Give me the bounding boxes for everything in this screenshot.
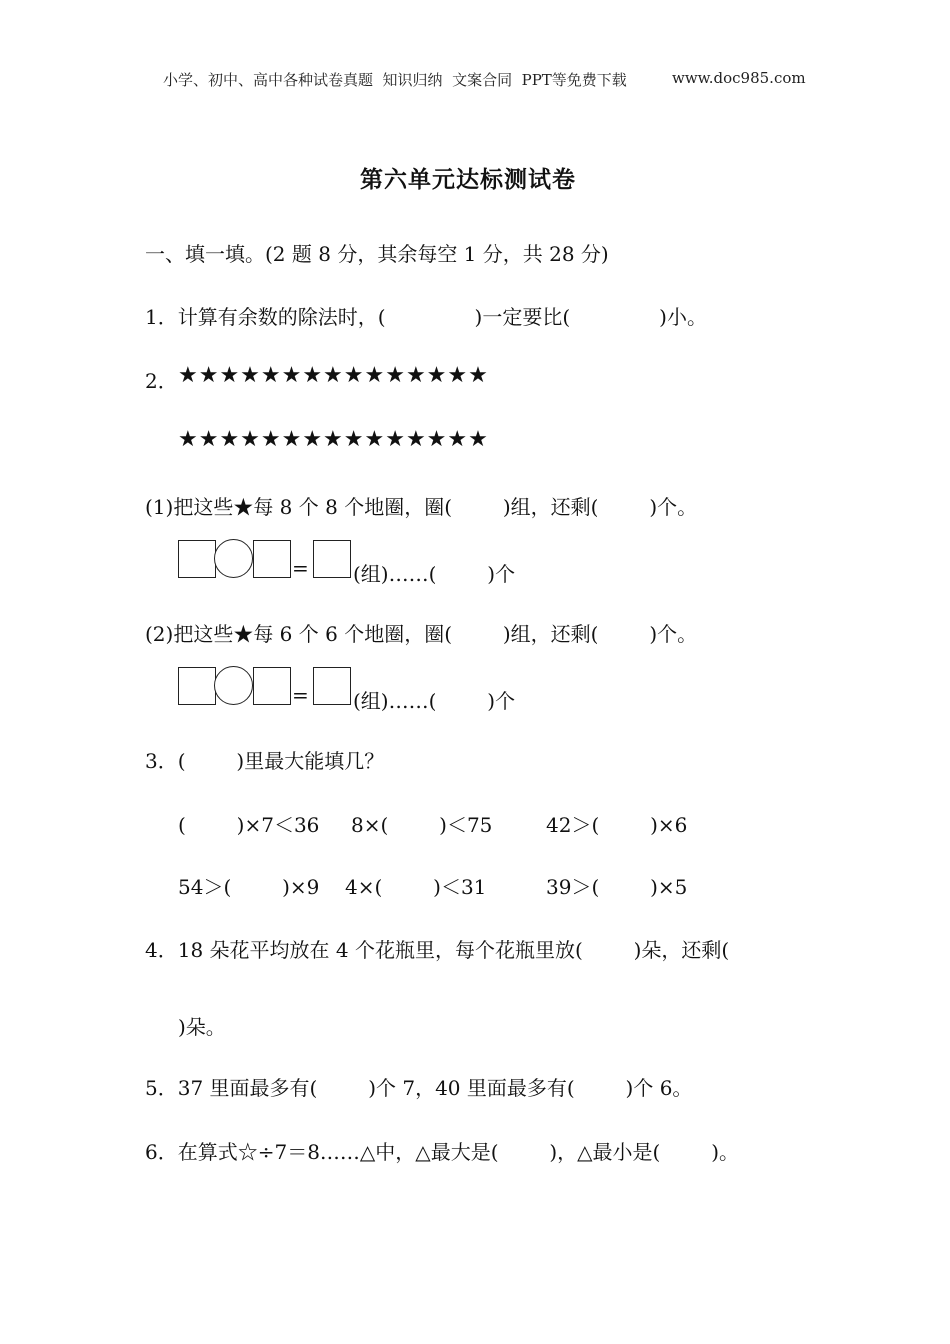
section-heading: 一、填一填。(2 题 8 分，其余每空 1 分，共 28 分) [145,242,609,266]
inequality-5: 4×( )＜31 [345,875,487,899]
question-5: 5．37 里面最多有( )个 7，40 里面最多有( )个 6。 [145,1076,693,1100]
inequality-2: 8×( )＜75 [351,813,493,837]
divisor-box[interactable] [253,667,291,705]
stars-row-2: ★★★★★★★★★★★★★★★ [178,427,489,452]
remainder-text: (组)……( )个 [353,562,516,586]
question-3: 3．( )里最大能填几？ [145,749,385,773]
question-2-sub-2: (2)把这些★每 6 个 6 个地圈，圈( )组，还剩( )个。 [145,622,698,646]
question-4-line-1: 4．18 朵花平均放在 4 个花瓶里，每个花瓶里放( )朵，还剩( [145,938,730,962]
divisor-box[interactable] [253,540,291,578]
operator-circle[interactable] [214,666,253,705]
question-2-sub-1: (1)把这些★每 8 个 8 个地圈，圈( )组，还剩( )个。 [145,495,698,519]
question-6: 6．在算式☆÷7＝8……△中，△最大是( )，△最小是( )。 [145,1140,740,1164]
stars-row-1: ★★★★★★★★★★★★★★★ [178,363,489,388]
equals-sign: = [292,683,309,707]
dividend-box[interactable] [178,667,216,705]
dividend-box[interactable] [178,540,216,578]
question-1: 1．计算有余数的除法时，( )一定要比( )小。 [145,305,707,329]
inequality-4: 54＞( )×9 [178,875,320,899]
page-title: 第六单元达标测试卷 [360,167,576,193]
inequality-1: ( )×7＜36 [178,813,320,837]
header-left-text: 小学、初中、高中各种试卷真题 知识归纳 文案合同 PPT等免费下载 [163,71,627,89]
inequality-6: 39＞( )×5 [546,875,688,899]
inequality-3: 42＞( )×6 [546,813,688,837]
quotient-box[interactable] [313,667,351,705]
remainder-text: (组)……( )个 [353,689,516,713]
header-website-link[interactable]: www.doc985.com [672,69,806,87]
operator-circle[interactable] [214,539,253,578]
quotient-box[interactable] [313,540,351,578]
question-2-number: 2． [145,369,178,393]
question-4-line-2: )朵。 [178,1015,226,1039]
equals-sign: = [292,556,309,580]
